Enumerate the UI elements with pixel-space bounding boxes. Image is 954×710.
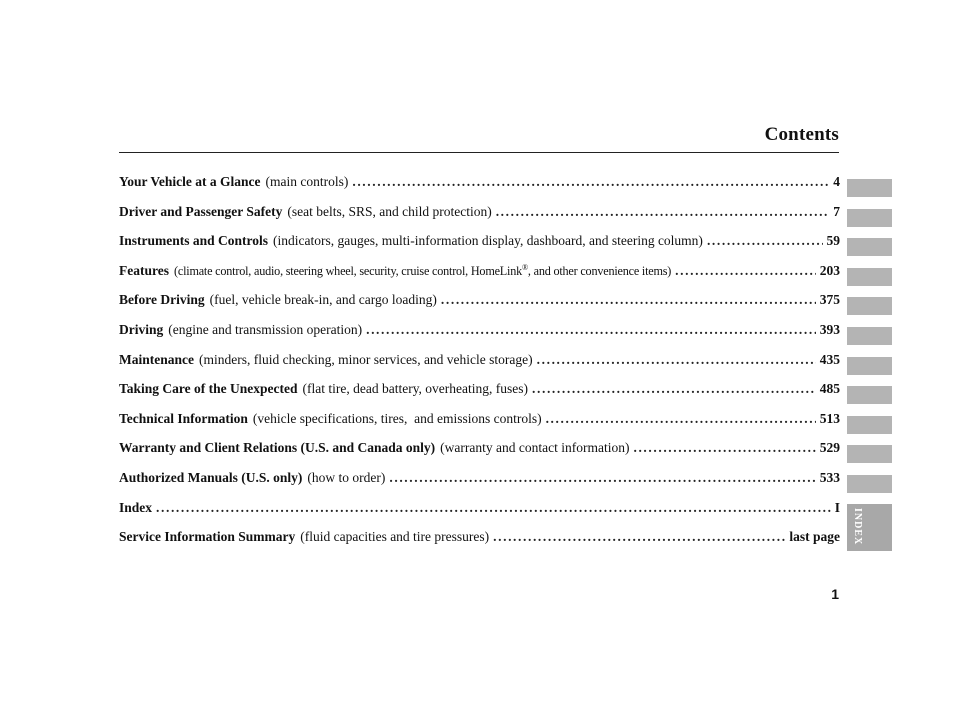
toc-entry-page: 59 <box>826 233 840 249</box>
toc-entry-driver-passenger-safety[interactable] <box>119 204 840 234</box>
toc-entry-description: (seat belts, SRS, and child protection) <box>287 203 492 219</box>
page-number: 1 <box>831 586 839 602</box>
toc-entry-heading: Features <box>119 262 169 278</box>
dot-leader <box>389 470 815 486</box>
toc-entry-description: (fuel, vehicle break-in, and cargo loading) <box>209 292 437 308</box>
toc-entry-page: 7 <box>833 203 840 219</box>
toc-entry-description: (fluid capacities and tire pressures) <box>300 529 490 545</box>
dot-leader <box>496 204 830 220</box>
table-of-contents <box>119 174 840 559</box>
toc-entry-heading: Maintenance <box>119 351 194 367</box>
toc-entry-heading: Service Information Summary <box>119 529 296 545</box>
toc-entry-page: 529 <box>819 440 840 456</box>
toc-entry-driving[interactable] <box>119 322 840 352</box>
dot-leader <box>546 411 816 427</box>
toc-entry-page: last page <box>789 529 840 545</box>
toc-entry-page: 393 <box>819 321 840 337</box>
toc-entry-heading: Driver and Passenger Safety <box>119 203 283 219</box>
toc-entry-description: (warranty and contact information) <box>440 440 630 456</box>
toc-entry-description: (flat tire, dead battery, overheating, fuses) <box>302 381 529 397</box>
toc-entry-maintenance[interactable] <box>119 352 840 382</box>
toc-entry-description: (how to order) <box>307 469 386 485</box>
toc-entry-heading: Instruments and Controls <box>119 233 269 249</box>
dot-leader <box>537 352 816 368</box>
toc-entry-unexpected[interactable] <box>119 381 840 411</box>
toc-entry-service-information[interactable] <box>119 529 840 559</box>
toc-entry-heading: Before Driving <box>119 292 205 308</box>
section-tab-instruments-controls[interactable] <box>847 238 892 256</box>
dot-leader <box>441 292 816 308</box>
section-tab-features[interactable] <box>847 268 892 286</box>
toc-entry-page: 435 <box>819 351 840 367</box>
toc-entry-description: (minders, fluid checking, minor services, and vehicle storage) <box>199 351 533 367</box>
section-tab-driver-passenger-safety[interactable] <box>847 209 892 227</box>
section-tab-before-driving[interactable] <box>847 297 892 315</box>
dot-leader <box>707 233 823 249</box>
dot-leader <box>532 381 816 397</box>
dot-leader <box>675 263 816 279</box>
toc-entry-heading: Technical Information <box>119 410 248 426</box>
toc-entry-description <box>174 263 671 279</box>
title-divider <box>119 152 839 153</box>
description-text: (climate control, audio, steering wheel, security, cruise control, HomeLink <box>174 263 523 278</box>
description-text-tail: , and other convenience items) <box>527 263 672 278</box>
section-tab-warranty[interactable] <box>847 445 892 463</box>
toc-entry-instruments-controls[interactable] <box>119 233 840 263</box>
dot-leader <box>352 174 829 190</box>
toc-entry-description: (indicators, gauges, multi-information display, dashboard, and steering column) <box>273 233 703 249</box>
dot-leader <box>633 440 815 456</box>
registered-mark: ® <box>522 262 528 272</box>
toc-entry-page: 533 <box>819 469 840 485</box>
section-tab-index[interactable] <box>847 504 892 551</box>
toc-entry-page: 4 <box>833 174 840 189</box>
toc-entry-page: 203 <box>819 262 840 278</box>
toc-entry-description: (engine and transmission operation) <box>168 321 363 337</box>
toc-entry-index[interactable] <box>119 500 840 530</box>
section-tab-unexpected[interactable] <box>847 386 892 404</box>
toc-entry-heading: Index <box>119 499 153 515</box>
toc-entry-vehicle-at-a-glance[interactable] <box>119 174 840 204</box>
toc-entry-description: (main controls) <box>265 174 349 189</box>
toc-entry-heading: Taking Care of the Unexpected <box>119 381 298 397</box>
section-tab-vehicle-at-a-glance[interactable] <box>847 179 892 197</box>
toc-entry-page: 513 <box>819 410 840 426</box>
toc-entry-description: (vehicle specifications, tires, and emissions controls) <box>252 410 542 426</box>
toc-entry-page: 375 <box>819 292 840 308</box>
toc-entry-page: I <box>834 499 840 515</box>
toc-entry-technical-information[interactable] <box>119 411 840 441</box>
dot-leader <box>156 500 831 516</box>
section-tab-maintenance[interactable] <box>847 357 892 375</box>
section-tab-driving[interactable] <box>847 327 892 345</box>
toc-entry-heading: Your Vehicle at a Glance <box>119 174 261 189</box>
toc-entry-before-driving[interactable] <box>119 292 840 322</box>
index-tab-label: INDEX <box>852 508 863 546</box>
section-tab-technical-information[interactable] <box>847 416 892 434</box>
section-tab-authorized-manuals[interactable] <box>847 475 892 493</box>
dot-leader <box>366 322 816 338</box>
toc-entry-warranty[interactable] <box>119 440 840 470</box>
toc-entry-heading: Warranty and Client Relations (U.S. and Canada only) <box>119 440 436 456</box>
toc-entry-page: 485 <box>819 381 840 397</box>
toc-entry-features[interactable] <box>119 263 840 293</box>
toc-entry-heading: Authorized Manuals (U.S. only) <box>119 469 303 485</box>
dot-leader <box>493 529 785 545</box>
page-title: Contents <box>764 124 839 145</box>
toc-entry-heading: Driving <box>119 321 164 337</box>
toc-entry-authorized-manuals[interactable] <box>119 470 840 500</box>
